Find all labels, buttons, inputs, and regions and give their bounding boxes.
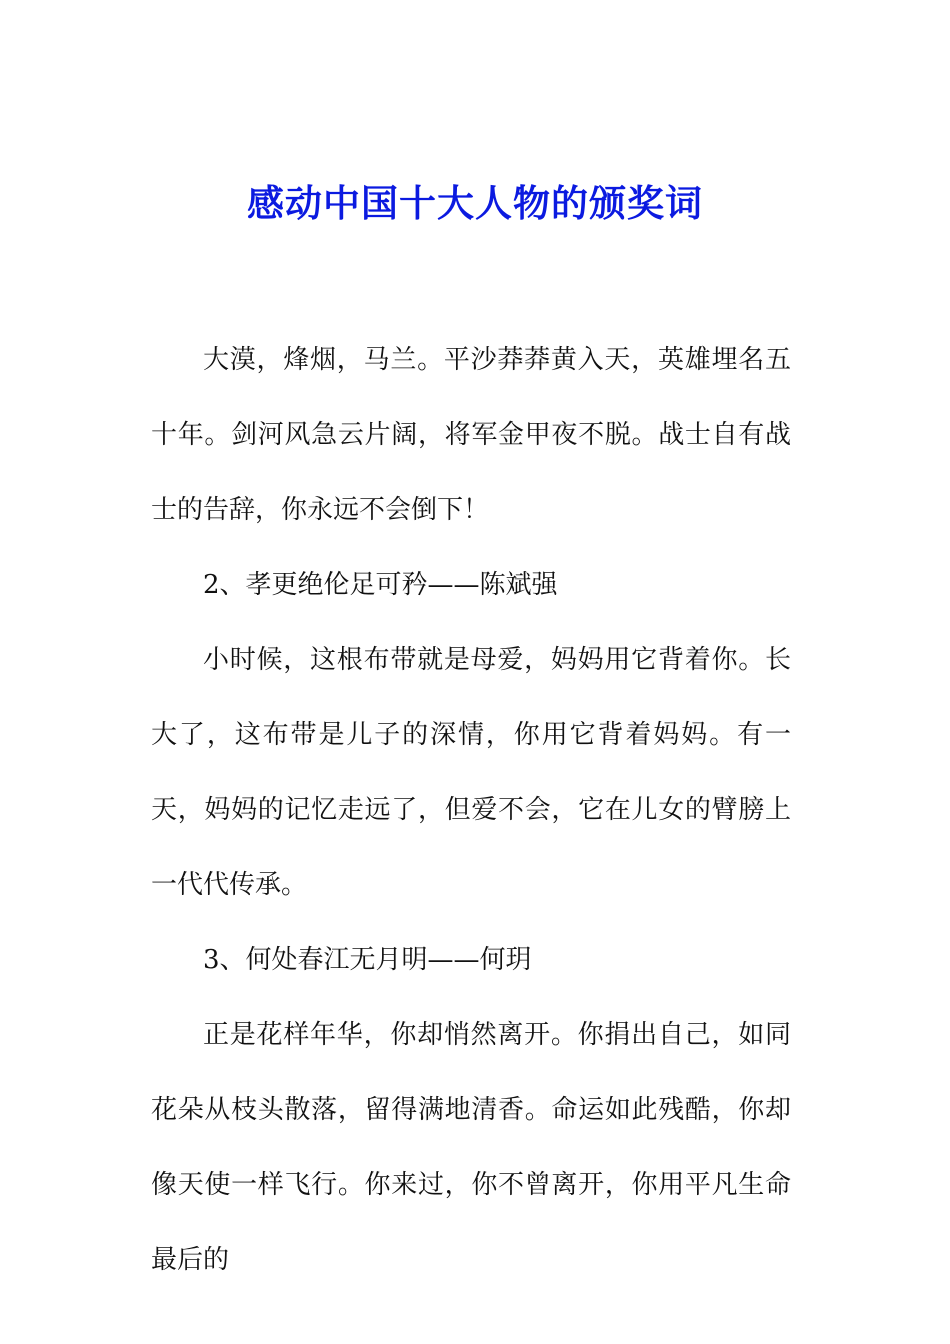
section-heading-3: 3、何处春江无月明——何玥	[203, 945, 532, 975]
paragraph-intro: 大漠，烽烟，马兰。平沙莽莽黄入天，英雄埋名五十年。剑河风急云片阔，将军金甲夜不脱。战士自有战士的告辞，你永远不会倒下！	[151, 345, 791, 525]
page-title: 感动中国十大人物的颁奖词	[247, 181, 703, 225]
paragraph-he-yue: 正是花样年华，你却悄然离开。你捐出自己，如同花朵从枝头散落，留得满地清香。命运如此残酷，你却像天使一样飞行。你来过，你不曾离开，你用平凡生命最后的	[151, 1020, 791, 1275]
section-heading-2: 2、孝更绝伦足可矜——陈斌强	[203, 570, 558, 600]
document-body	[151, 323, 791, 1298]
paragraph-chen-binqiang: 小时候，这根布带就是母爱，妈妈用它背着你。长大了，这布带是儿子的深情，你用它背着妈妈。有一天，妈妈的记忆走远了，但爱不会，它在儿女的臂膀上一代代传承。	[151, 645, 791, 900]
